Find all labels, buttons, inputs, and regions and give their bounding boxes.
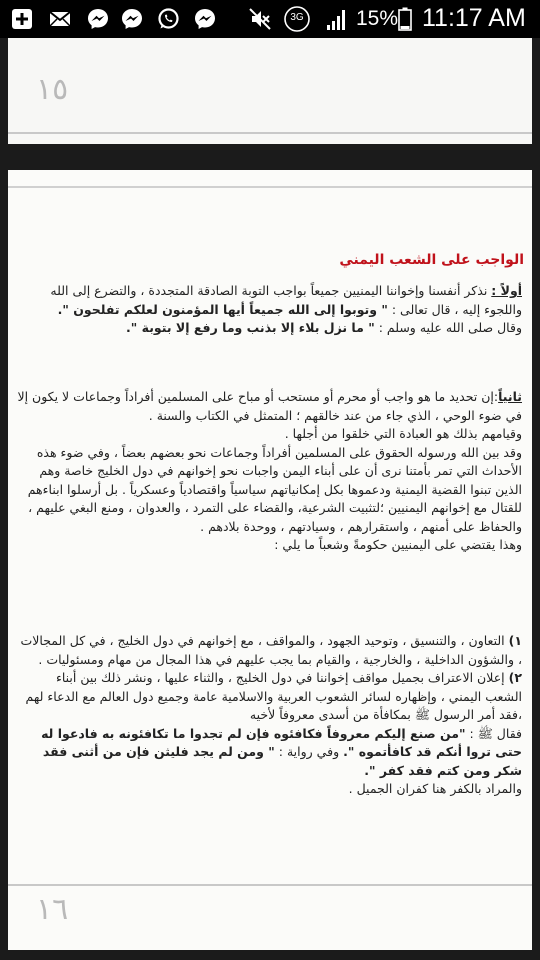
battery-icon bbox=[398, 7, 412, 31]
mute-icon bbox=[248, 7, 272, 31]
divider bbox=[8, 132, 532, 134]
messenger-icon[interactable] bbox=[86, 7, 110, 31]
list-item bbox=[16, 669, 522, 725]
closing-line: والمراد بالكفر هنا كفران الجميل . bbox=[348, 781, 522, 796]
document-page-top bbox=[8, 38, 532, 144]
network-label: 3G bbox=[290, 12, 304, 23]
prophet-intro: فقال ﷺ : bbox=[469, 725, 522, 741]
page-number: ١٦ bbox=[36, 892, 69, 927]
para-rights: وقد بين الله ورسوله الحقوق على المسلمين أفراداً وجماعات نحو بعضهم بعضاً ، وفي ضوء هذه الأحداث التي تمر بأمتنا نرى أن على أبناء اليمن واجبات نحو إخوانهم في دول الخليج خاصة وهم الذين تبنوا القضية اليمنية ودعموها بكل إمكانياتهم سياسياً واقتصادياً وعسكرياً . بل أرسلوا ابناءهم للقتال مع إخوانهم اليمنيين ؛لتثبيت الشرعية، والقضاء على التمرد ، والعدوان ، ومنع البغي عليهم ، والحفاظ على أمنهم ، واستقرارهم ، وسيادتهم ، ووحدة بلادهم . bbox=[27, 444, 522, 534]
section-title: الواجب على الشعب اليمني bbox=[339, 252, 524, 268]
list-item bbox=[16, 632, 522, 669]
signal-icon bbox=[326, 7, 348, 31]
bottom-edge bbox=[0, 950, 540, 960]
narration-quote: " ومن لم يجد فليثن فإن من أثنى فقد شكر ومن كتم فقد كفر ". bbox=[42, 744, 522, 778]
divider bbox=[8, 186, 532, 188]
document-page[interactable] bbox=[8, 170, 532, 950]
first-point bbox=[16, 282, 522, 338]
second-label: ثانياً bbox=[498, 389, 522, 404]
page-number: ١٥ bbox=[36, 72, 69, 107]
list-item-text: إعلان الاعتراف بجميل مواقف إخواننا في دول الخليج ، والثناء عليها ، ونشر ذلك بين أبناء الشعب اليمني ، وإظهاره لسائر الشعوب العربية والاسلامية عامة وجميع دول العالم مع الدعاء لهم ،فقد أمر الرسول ﷺ بمكافأة من أسدى معروفاً لأخيه bbox=[25, 670, 522, 722]
para-worship: وقيامهم بذلك هو العبادة التي خلقوا من أجلها . bbox=[284, 426, 522, 441]
list-item-text: التعاون ، والتنسيق ، وتوحيد الجهود ، والمواقف ، مع إخوانهم في دول الخليج ، في كل المجالات ، والشؤون الداخلية ، والخارجية ، والقيام بما يجب عليهم في هذا المجال من مهام ومسئوليات . bbox=[20, 633, 522, 667]
plus-icon[interactable] bbox=[10, 7, 34, 31]
messenger-icon[interactable] bbox=[193, 7, 217, 31]
clock: 11:17 AM bbox=[422, 4, 526, 32]
battery-percent: 15% bbox=[356, 7, 399, 30]
mail-icon[interactable] bbox=[48, 7, 72, 31]
first-text: نذكر أنفسنا وإخواننا اليمنيين جميعاً بواجب التوبة الصادقة المتجددة ، والتضرع إلى الله واللجوء إليه ، قال تعالى : bbox=[50, 283, 522, 317]
second-text: :إن تحديد ما هو واجب أو محرم أو مستحب أو مباح على المسلمين أفراداً وجماعات لا يكون إلا في ضوء الوحي ، الذي جاء من عند خالقهم ؛ المتمثل في الكتاب والسنة . bbox=[17, 389, 522, 423]
hadith-quote: " ما نزل بلاء إلا بذنب وما رفع إلا بتوبة ". bbox=[126, 320, 375, 335]
first-label: أولاً : bbox=[491, 283, 522, 298]
page-gap bbox=[0, 144, 540, 170]
list-item-number: ٢) bbox=[508, 670, 522, 685]
first-quote: " وتوبوا إلى الله جميعاً أيها المؤمنون لعلكم تفلحون ". bbox=[57, 301, 388, 317]
numbered-list bbox=[16, 632, 522, 799]
status-bar bbox=[0, 0, 540, 38]
narration-intro: وفي رواية : bbox=[278, 744, 340, 759]
messenger-icon[interactable] bbox=[120, 7, 144, 31]
prophet-quote: "من صنع إليكم معروفاً فكافئوه فإن لم تجدوا ما تكافئونه به فادعوا له حتى تروا أنكم قد كافأتموه ". bbox=[41, 725, 522, 759]
list-item-number: ١) bbox=[508, 633, 522, 648]
para-requires: وهذا يقتضي على اليمنيين حكومةً وشعباً ما يلي : bbox=[274, 537, 522, 552]
hadith-intro: وقال صلى الله عليه وسلم : bbox=[378, 320, 522, 335]
network-3g-icon bbox=[283, 5, 311, 33]
second-point bbox=[16, 388, 522, 555]
whatsapp-icon[interactable] bbox=[156, 7, 180, 31]
divider bbox=[8, 884, 532, 886]
